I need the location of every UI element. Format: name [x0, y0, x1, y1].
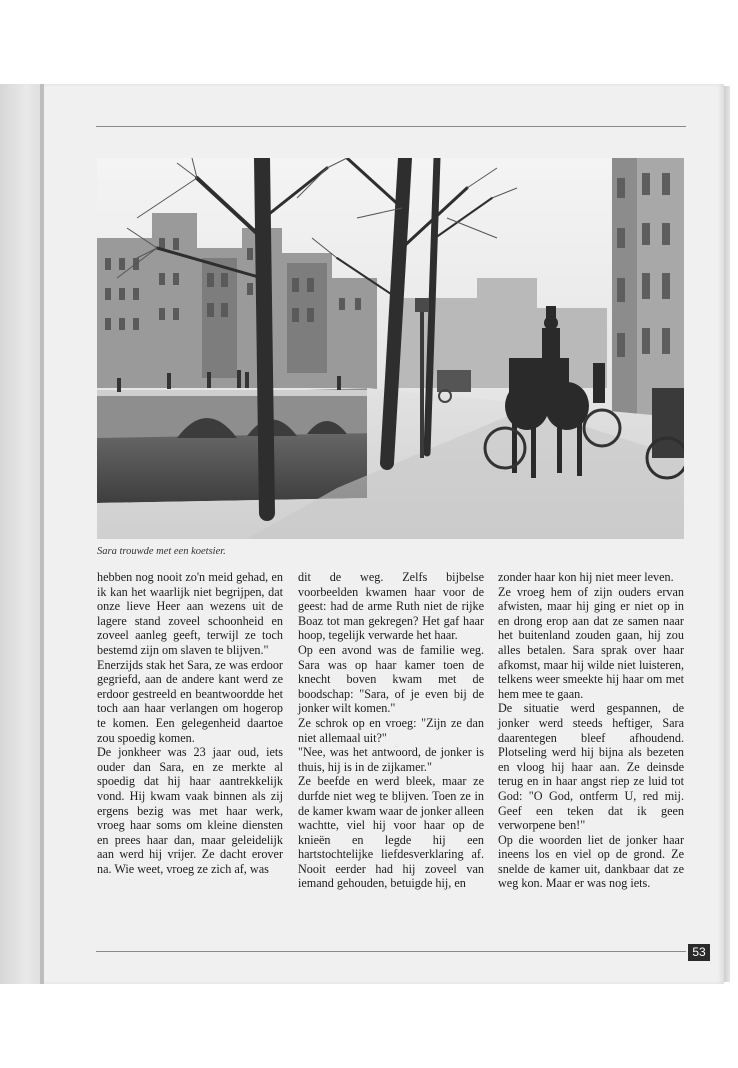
paragraph: Op een avond was de familie weg. Sara was op haar kamer toen de knecht boven kwam met de boodschap: "Sara, of je even bij de jonker wilt komen."	[298, 642, 484, 716]
page-right-edge	[724, 86, 730, 982]
top-rule	[96, 126, 686, 127]
page-gutter	[40, 84, 44, 984]
paragraph: De jonkheer was 23 jaar oud, iets ouder dan Sara, en ze merkte al spoedig dat hij haar aantrekkelijk vond. Hij kwam vaak binnen als zij ergens bezig was met haar werk, vroeg haar soms om kleine diensten en prees haar dan, maar geleidelijk aan werd hij vrijer. Ze dacht erover na. Wie weet, vroeg ze zich af, was	[97, 745, 283, 876]
paragraph: Ze schrok op en vroeg: "Zijn ze dan niet allemaal uit?"	[298, 715, 484, 745]
bottom-rule	[96, 951, 686, 952]
paragraph: zonder haar kon hij niet meer leven.	[498, 570, 674, 584]
paragraph: "Nee, was het antwoord, de jonker is thuis, hij is in de zijkamer."	[298, 745, 484, 774]
paragraph: dit de weg. Zelfs bijbelse voorbeelden kwamen haar voor de geest: had de arme Ruth niet de rijke Boaz tot man gekregen? Het gaf haar hoop, tegelijk verwarde het haar.	[298, 570, 484, 643]
paragraph: hebben nog nooit zo'n meid gehad, en ik kan het waarlijk niet begrijpen, dat onze lieve Heer aan wezens uit de lagere stand zoveel schoonheid en zoveel aanleg geeft, terwijl ze toch bestemd zijn om slaven te blijven."	[97, 570, 283, 657]
paragraph: Ze vroeg hem of zijn ouders ervan afwisten, maar hij ging er niet op in en drong erop aan dat ze samen naar het buitenland zouden gaan, hij zou alles betalen. Sara sprak over haar afkomst, maar hij wilde niet luisteren, telkens weer smeekte hij haar om met hem mee te gaan.	[498, 584, 684, 701]
text-column-2	[298, 570, 484, 891]
paragraph: De situatie werd gespannen, de jonker werd steeds heftiger, Sara daarentegen bleef afhoudend. Plotseling werd hij bijna als bezeten en vloog hij haar aan. Ze deinsde terug en in haar angst riep ze luid tot God: "O God, ontferm U, red mij. Geef een teken dat ik geen verworpene ben!"	[498, 701, 684, 833]
photo-caption: Sara trouwde met een koetsier.	[97, 546, 226, 557]
text-column-1	[97, 570, 283, 876]
paragraph: Op die woorden liet de jonker haar ineens los en viel op de grond. Ze snelde de kamer uit, dankbaar dat ze weg kon. Maar er was nog iets.	[498, 832, 684, 891]
paragraph: Ze beefde en werd bleek, maar ze durfde niet weg te blijven. Toen ze in de kamer kwam waar de jonker alleen wachtte, viel hij voor haar op de knieën en legde hij een hartstochtelijke liefdesverklaring af. Nooit eerder had hij zoveel van iemand gehouden, betuigde hij, en	[298, 774, 484, 891]
page-number: 53	[688, 944, 710, 961]
previous-page-edge	[0, 84, 44, 984]
street-scene-photo	[97, 158, 684, 539]
text-column-3	[498, 570, 684, 891]
paragraph: Enerzijds stak het Sara, ze was erdoor gegriefd, aan de andere kant werd ze erdoor gestreeld en beantwoordde het toch aan haar verlangen om hogerop te komen. Een gelegenheid daartoe zou spoedig komen.	[97, 657, 283, 745]
